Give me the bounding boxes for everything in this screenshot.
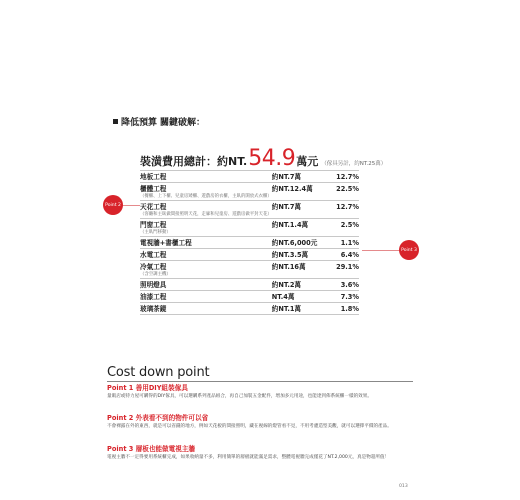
total-label: 裝潢費用總計： [140,155,217,168]
section-heading-emphasis: 關鍵破解： [160,118,206,128]
item-amount: 約NT.12.4萬 [271,185,313,193]
table-row [140,303,359,315]
total-cost [140,146,386,171]
cost-down-divider [107,381,413,382]
item-percent: 22.5% [336,185,359,193]
item-percent: 1.1% [340,239,359,247]
item-name: 冷氣工程 [140,263,167,271]
cost-down-point-3 [107,445,415,461]
item-name: 電視牆+書櫃工程 [140,239,192,247]
item-percent: 29.1% [336,263,359,271]
table-row [140,249,359,261]
item-percent: 2.5% [340,221,359,229]
item-name: 玻璃茶鏡 [140,305,167,313]
table-row [140,279,359,291]
item-percent: 12.7% [336,203,359,211]
item-percent: 12.7% [336,173,359,181]
item-amount: 約NT.16萬 [271,263,306,271]
point2-callout: Point 2 [103,195,123,215]
item-note: （客廳和主臥做間接照明天花，走廊和兒童房、遊戲房做平封天花） [140,212,272,217]
item-percent: 7.3% [340,293,359,301]
item-percent: 3.6% [340,281,359,289]
point3-callout: Point 3 [399,240,419,260]
point-heading: Point 1 善用DIY組裝傢具 [107,384,188,392]
total-amount: 54.9 [248,146,296,171]
table-row [140,183,359,201]
item-amount: 約NT.7萬 [271,173,302,181]
total-note: （傢具另計，約NT.25萬） [321,161,387,167]
point3-connector-line [362,250,400,251]
table-row [140,261,359,279]
cost-down-point-2 [107,414,415,430]
item-name: 櫃體工程 [140,185,167,193]
item-amount: 約NT.2萬 [271,281,302,289]
item-amount: 約NT.3.5萬 [271,251,309,259]
point-body: 不會裸露在外的東西，就是可以省錢的地方，例如天花板的間接照明，藏在視線的燈管看不見，不用考慮造型美觀，就可以選擇平價的產品。 [107,424,392,429]
total-unit: 萬元 [296,155,319,168]
item-name: 水電工程 [140,251,167,259]
bullet-square-icon [113,119,118,124]
item-name: 天花工程 [140,203,167,211]
cost-down-point-1 [107,384,415,400]
point-heading: Point 3 層板也能做電視主牆 [107,445,195,453]
section-heading-prefix: 降低預算 [121,118,158,128]
point2-connector-line [122,205,140,206]
item-amount: 約NT.7萬 [271,203,302,211]
item-amount: 約NT.6,000元 [271,239,318,247]
point-body: 電視主牆不一定得要用系統櫃完成，如果收納量不多，利用簡單的層板就能滿足需求，整體電視牆完成僅花了NT.2,000元，真是物超所值！ [107,455,390,460]
table-row [140,171,359,183]
point-body: 量販店或特力屋可購得的DIY傢具，可以選購系列產品組合，再自己加裝五金配件，增加多元用途，也能達到佈系統櫃一樣的效果。 [107,394,372,399]
item-percent: 1.8% [340,305,359,313]
item-amount: NT.4萬 [271,293,295,301]
item-note: （主臥門移動） [140,230,171,235]
table-row [140,201,359,219]
cost-table [140,170,359,315]
item-name: 地板工程 [140,173,167,181]
item-amount: 約NT.1萬 [271,305,302,313]
item-note: （含空調主機） [140,272,171,277]
cost-down-title: Cost down point [107,365,210,380]
item-percent: 6.4% [340,251,359,259]
section-heading [113,115,205,128]
item-name: 門窗工程 [140,221,167,229]
table-row [140,219,359,237]
table-row [140,237,359,249]
page-number: 013 [399,484,408,489]
item-note: （餐櫃、上下櫃、兒童房矮櫃、遊戲房的衣櫃，主臥的開放式衣櫃） [140,194,272,199]
total-prefix: 約NT. [217,155,248,168]
table-row [140,291,359,303]
item-amount: 約NT.1.4萬 [271,221,309,229]
item-name: 照明燈具 [140,281,167,289]
item-name: 油漆工程 [140,293,167,301]
point-heading: Point 2 外表看不到的物件可以省 [107,414,209,422]
